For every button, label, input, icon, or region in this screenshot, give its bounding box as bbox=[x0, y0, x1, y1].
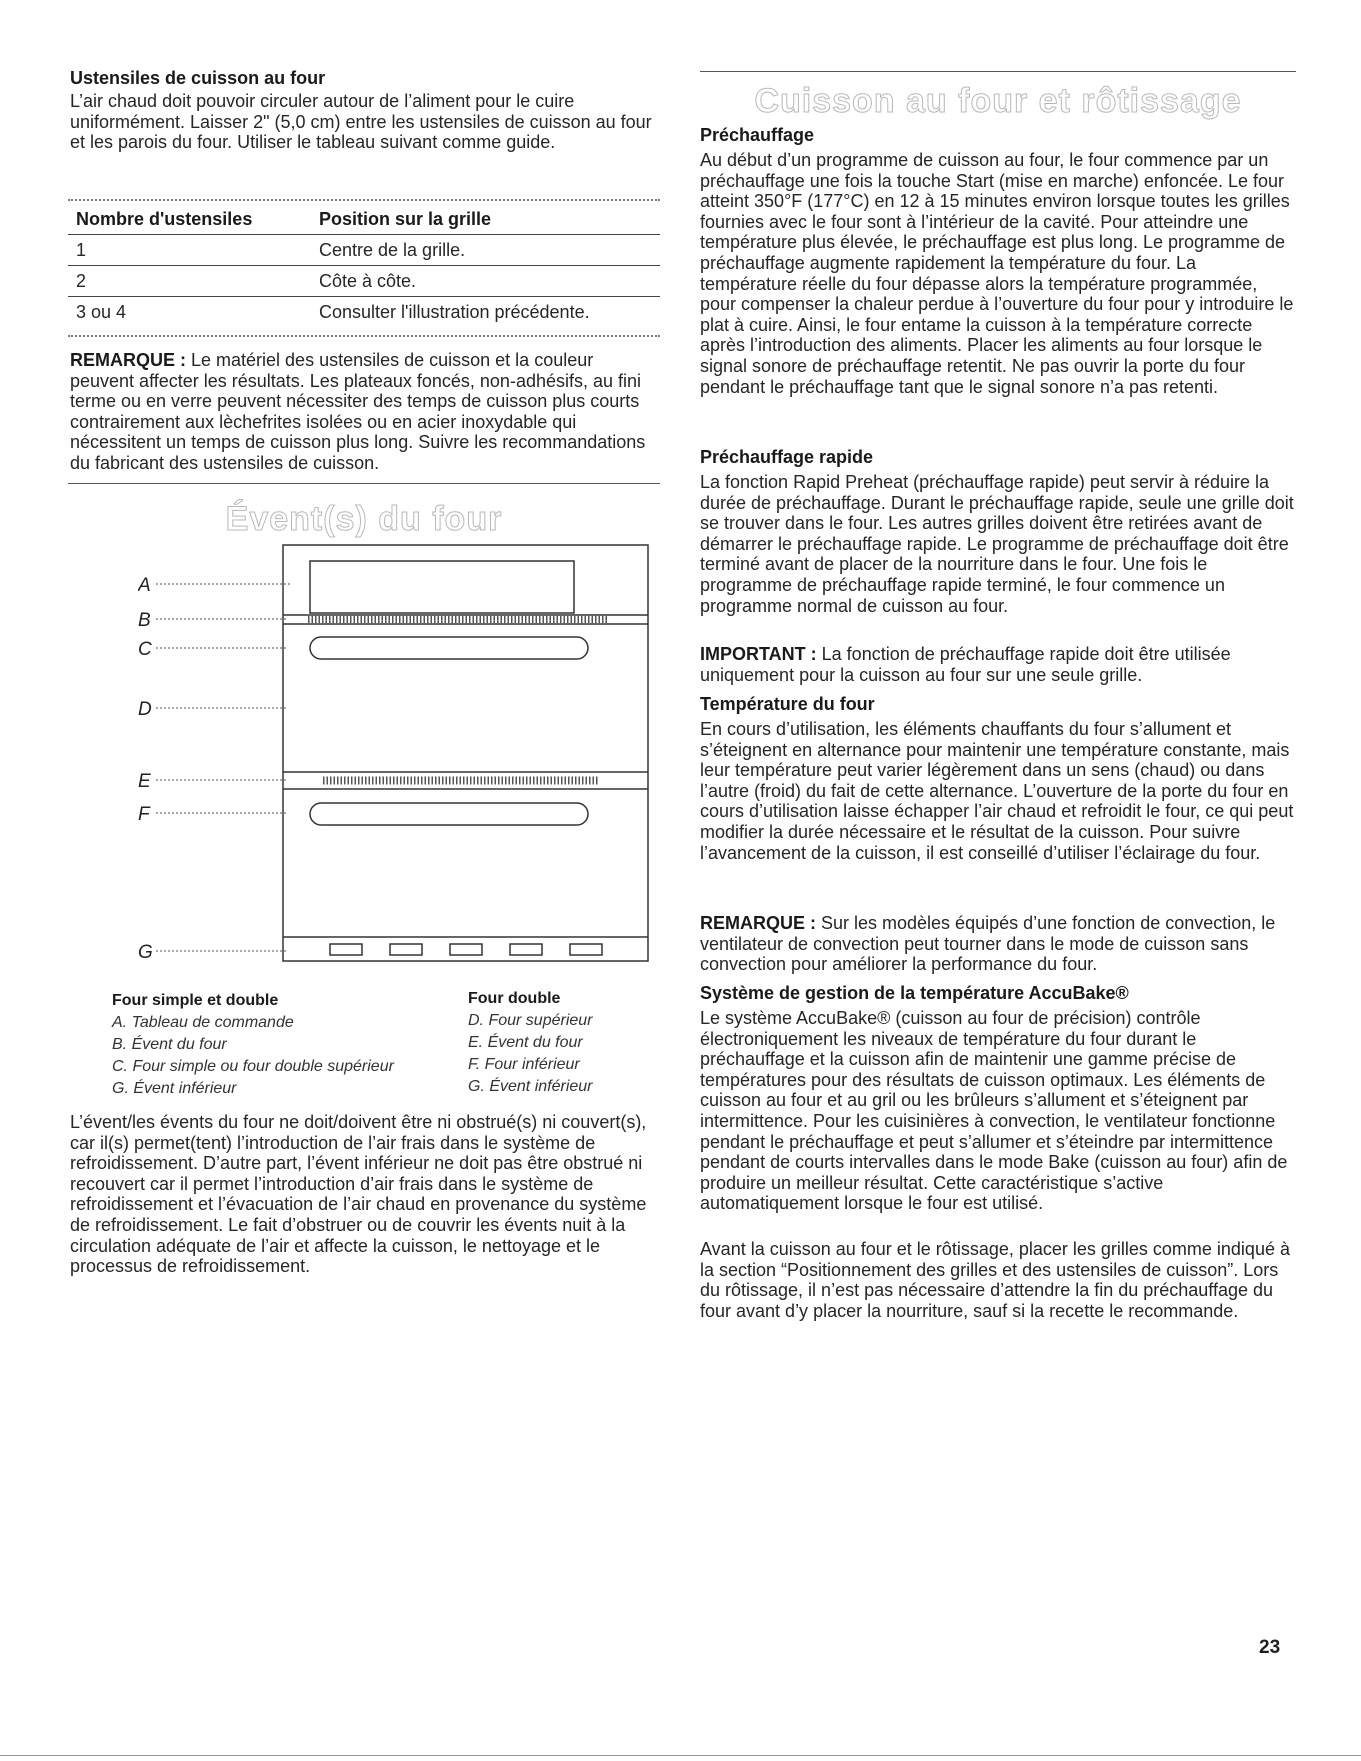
control-panel-display bbox=[310, 561, 574, 613]
oven-temperature-paragraph: En cours d’utilisation, les éléments chauffants du four s’allument et s’éteignent en alternance pour maintenir une température constante, mais leur température peut varier légèrement dans un sens (chaud) ou dans l’autre (froid) du fait de cette alternance. L’ouverture de la porte du four en cours d’utilisation laisse échapper l’air chaud et refroidit le four, ce qui peut modifier la durée nécessaire et le résultat de la cuisson. Pour suivre l’avancement de la cuisson, il est conseillé d’utiliser l’éclairage du four. bbox=[700, 719, 1294, 863]
diagram-label-a: A bbox=[138, 575, 151, 596]
table-row bbox=[68, 297, 660, 328]
important-note bbox=[700, 644, 1296, 685]
rapid-preheat-heading: Préchauffage rapide bbox=[700, 447, 874, 467]
note-text: Le matériel des ustensiles de cuisson et la couleur peuvent affecter les résultats. Les plateaux foncés, non-adhésifs, au fini terme ou en verre peuvent nécessiter des temps de cuisson plus courts contrairement aux lèchefrites isolées ou en acier inoxydable qui nécessitent un temps de cuisson plus long. Suivre les recommandations du fabricant des ustensiles de cuisson. bbox=[70, 350, 646, 473]
vents-title: Évent(s) du four bbox=[225, 500, 503, 538]
table-cell: 1 bbox=[68, 235, 311, 266]
vents-paragraph: L’évent/les évents du four ne doit/doivent être ni obstrué(s) ni couvert(s), car il(s) permet(tent) l’introduction de l’air frais dans le système de refroidissement. D’autre part, l’évent inférieur ne doit pas être obstrué ni recouvert car il permet l’introduction d’air frais dans le système de refroidissement et l’évacuation de l’air chaud en provenance du système de refroidissement. Le fait d’obstruer ou de couvrir les évents nuit à la circulation adéquate de l’air et affecte la cuisson, le nettoyage et le processus de refroidissement. bbox=[70, 1112, 647, 1277]
legend-heading: Four simple et double bbox=[112, 992, 279, 1009]
cookware-table bbox=[68, 203, 660, 327]
table-cell: Consulter l'illustration précédente. bbox=[311, 297, 660, 328]
table-cell: Côte à côte. bbox=[311, 266, 660, 297]
convection-note bbox=[700, 913, 1296, 975]
legend-item: G. Évent inférieur bbox=[468, 1078, 593, 1095]
diagram-label-d: D bbox=[138, 699, 152, 720]
rapid-preheat-paragraph: La fonction Rapid Preheat (préchauffage rapide) peut servir à réduire la durée de préchauffage. Durant le préchauffage rapide, seule une grille doit se trouver dans le four. Les autres grilles doivent être retirées avant de démarrer le préchauffage rapide. Le programme de préchauffage doit être terminé avant de placer de la nourriture dans le four. Une fois le programme de préchauffage rapide terminé, le four commence un programme normal de cuisson au four. bbox=[700, 472, 1294, 616]
legend-item: F. Four inférieur bbox=[468, 1056, 580, 1073]
table-cell: 3 ou 4 bbox=[68, 297, 311, 328]
bottom-vent-slot bbox=[450, 944, 482, 955]
upper-door-handle bbox=[310, 637, 588, 659]
table-row bbox=[68, 235, 660, 266]
cookware-heading: Ustensiles de cuisson au four bbox=[70, 68, 326, 88]
cookware-note bbox=[70, 350, 660, 474]
legend-item: B. Évent du four bbox=[112, 1036, 227, 1053]
legend-item: A. Tableau de commande bbox=[112, 1014, 294, 1031]
legend-single-double bbox=[112, 990, 432, 1100]
page-number: 23 bbox=[1259, 1637, 1281, 1658]
bottom-rule bbox=[0, 1755, 1361, 1756]
note-text: Sur les modèles équipés d’une fonction de convection, le ventilateur de convection peut tourner dans le mode de cuisson sans convection pour améliorer la performance du four. bbox=[700, 913, 1276, 975]
table-header-position: Position sur la grille bbox=[319, 209, 492, 229]
baking-roasting-title: Cuisson au four et rôtissage bbox=[754, 82, 1242, 120]
preheat-heading: Préchauffage bbox=[700, 125, 815, 145]
bottom-vent-slot bbox=[390, 944, 422, 955]
legend-item: G. Évent inférieur bbox=[112, 1080, 237, 1097]
table-row bbox=[68, 266, 660, 297]
preheat-paragraph: Au début d’un programme de cuisson au four, le four commence par un préchauffage une fois la touche Start (mise en marche) enfoncée. Le four atteint 350°F (177°C) en 12 à 15 minutes environ lorsque toutes les grilles fournies avec le four sont à l’intérieur de la cavité. Pour atteindre une température plus élevée, le préchauffage est plus long. Le programme de préchauffage augmente rapidement la température du four. La température réelle du four dépasse alors la température programmée, pour compenser la chaleur perdue à l’ouverture du four pour y introduire le plat à cuire. Ainsi, le four entame la cuisson à la température correcte après l’introduction des aliments. Placer les aliments au four lorsque le signal sonore de préchauffage retentit. Ne pas ouvrir la porte du four pendant le préchauffage tant que le signal sonore n’a pas retenti. bbox=[700, 150, 1294, 397]
bottom-vent-slot bbox=[570, 944, 602, 955]
section-rule bbox=[700, 71, 1296, 72]
diagram-label-e: E bbox=[138, 771, 151, 792]
oven-temperature-heading: Température du four bbox=[700, 694, 875, 714]
lower-door-handle bbox=[310, 803, 588, 825]
legend-item: C. Four simple ou four double supérieur bbox=[112, 1058, 394, 1075]
diagram-label-f: F bbox=[138, 804, 150, 825]
legend-heading: Four double bbox=[468, 990, 561, 1007]
accubake-heading: Système de gestion de la température AccuBake® bbox=[700, 983, 1129, 1003]
table-cell: 2 bbox=[68, 266, 311, 297]
diagram-label-c: C bbox=[138, 639, 152, 660]
bottom-vent-slot bbox=[510, 944, 542, 955]
note-label: REMARQUE : bbox=[700, 913, 816, 933]
legend-double bbox=[468, 988, 658, 1098]
bottom-vent-slot bbox=[330, 944, 362, 955]
cookware-paragraph: L’air chaud doit pouvoir circuler autour de l’aliment pour le cuire uniformément. Laisser 2" (5,0 cm) entre les ustensiles de cuisson au four et les parois du four. Utiliser le tableau suivant comme guide. bbox=[70, 91, 652, 153]
legend-item: E. Évent du four bbox=[468, 1034, 583, 1051]
table-top-rule bbox=[68, 199, 660, 201]
note-label: REMARQUE : bbox=[70, 350, 186, 370]
diagram-label-g: G bbox=[138, 942, 153, 963]
important-text: La fonction de préchauffage rapide doit être utilisée uniquement pour la cuisson au four sur une seule grille. bbox=[700, 644, 1231, 685]
oven-vents-diagram bbox=[138, 535, 658, 975]
table-bottom-rule bbox=[68, 335, 660, 337]
important-label: IMPORTANT : bbox=[700, 644, 817, 664]
rack-position-paragraph: Avant la cuisson au four et le rôtissage, placer les grilles comme indiqué à la section “Positionnement des grilles et des ustensiles de cuisson”. Lors du rôtissage, il n’est pas nécessaire d’attendre la fin du préchauffage du four avant d’y placer la nourriture, sauf si la recette le recommande. bbox=[700, 1239, 1290, 1321]
diagram-label-b: B bbox=[138, 610, 151, 631]
accubake-paragraph: Le système AccuBake® (cuisson au four de précision) contrôle électroniquement les niveaux de température du four durant le préchauffage et la cuisson afin de maintenir une gamme précise de températures pour des résultats de cuisson optimaux. Les éléments de cuisson au four et au gril ou les brûleurs s’allument et s’éteignent par intermittence. Pour les cuisinières à convection, le ventilateur fonctionne pendant le préchauffage et peut s’allumer et s’éteindre par intermittence pendant de courts intervalles dans le mode Bake (cuisson au four) afin de produire un meilleur résultat. Cette caractéristique s’active automatiquement lorsque le four est utilisé. bbox=[700, 1008, 1288, 1214]
table-header-count: Nombre d'ustensiles bbox=[76, 209, 253, 229]
oven-outline bbox=[283, 545, 648, 961]
table-cell: Centre de la grille. bbox=[311, 235, 660, 266]
section-rule bbox=[68, 483, 660, 484]
legend-item: D. Four supérieur bbox=[468, 1012, 593, 1029]
